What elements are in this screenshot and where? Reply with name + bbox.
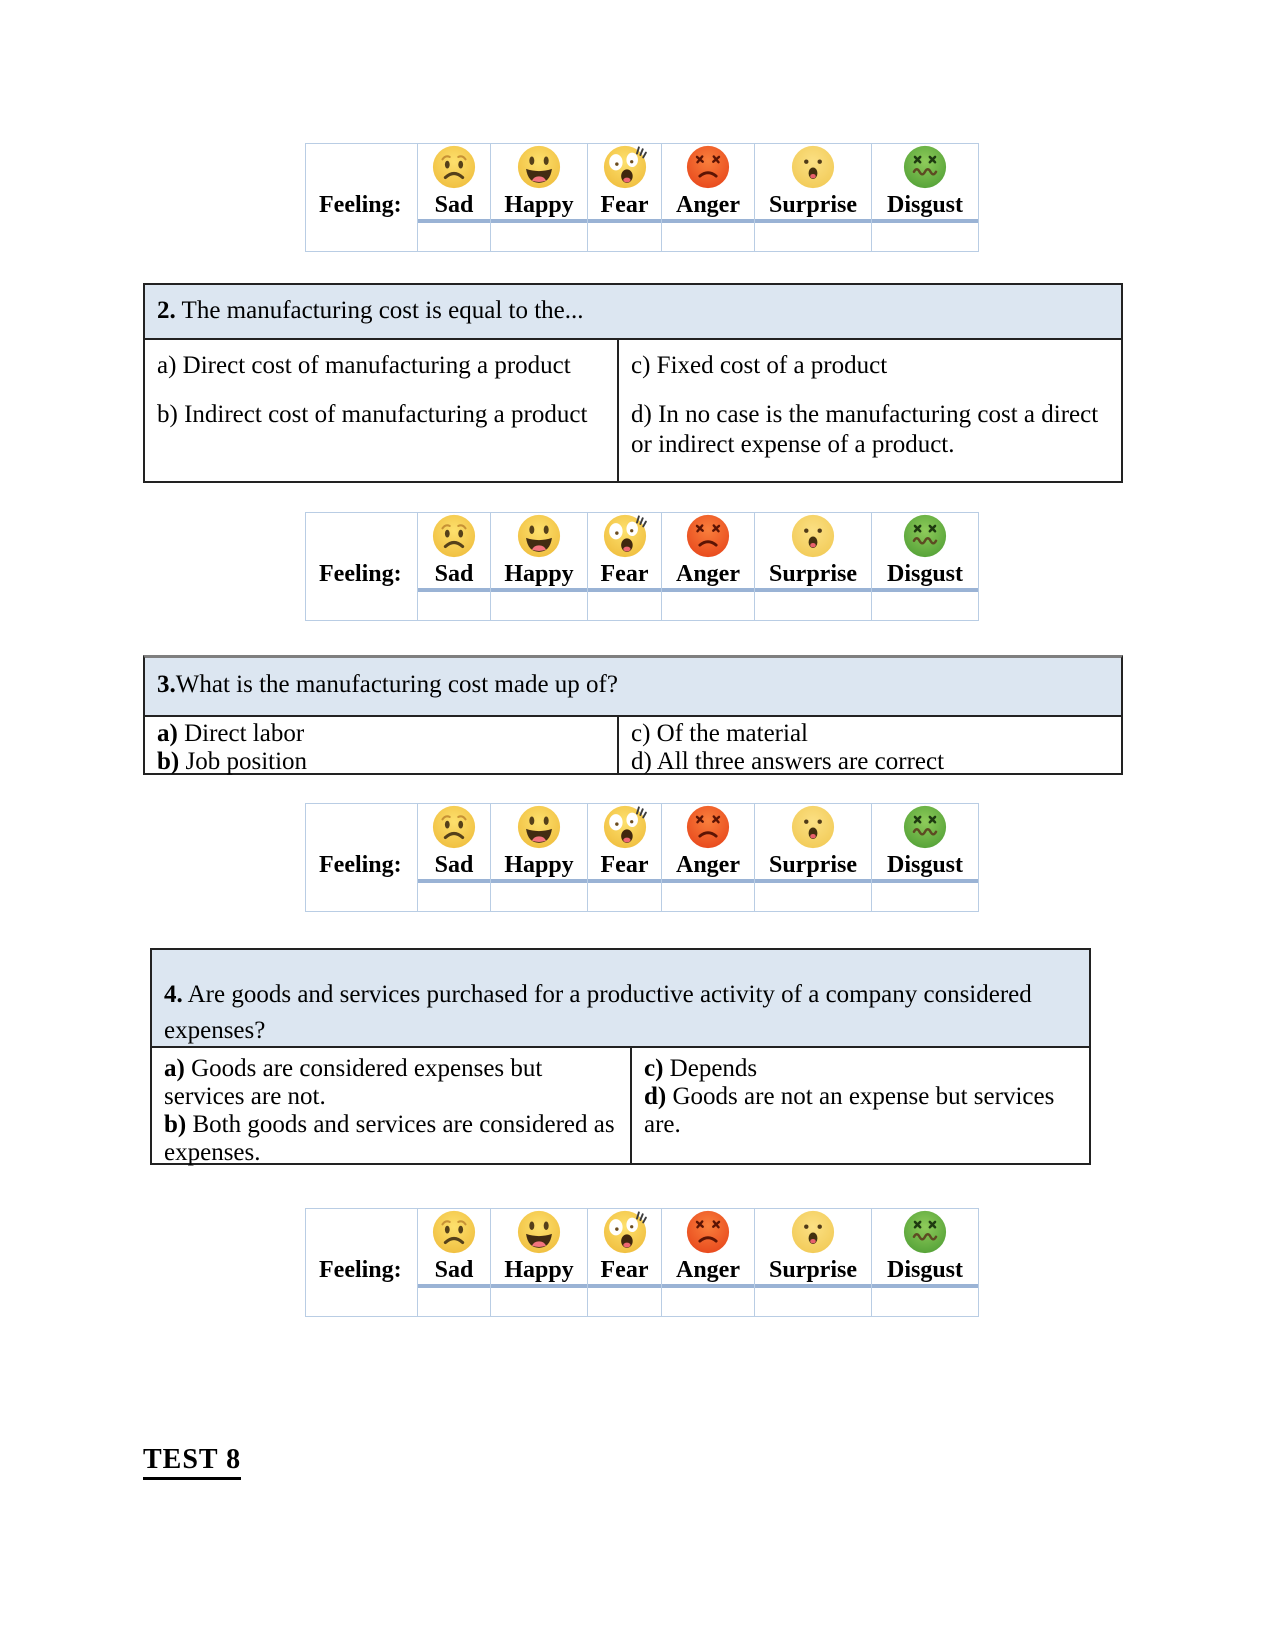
- question-2-header: [143, 283, 1123, 340]
- feeling-answer-cell-fear[interactable]: [588, 883, 661, 911]
- disgust-emoji-icon: [902, 513, 948, 559]
- emotion-label: Anger: [676, 192, 740, 218]
- feeling-option-surprise: [755, 144, 871, 223]
- disgust-emoji-icon: [902, 804, 948, 850]
- feeling-option-happy: [491, 513, 587, 592]
- feeling-answer-cell-surprise[interactable]: [755, 223, 871, 251]
- option-c: c) Depends: [644, 1055, 758, 1082]
- feeling-answer-cell-disgust[interactable]: [872, 223, 978, 251]
- question-4-options-right: [632, 1048, 1089, 1163]
- question-3-options-left: [145, 717, 619, 773]
- feeling-option-anger: [662, 144, 754, 223]
- feeling-option-anger: [662, 804, 754, 883]
- happy-emoji-icon: [516, 513, 562, 559]
- emotion-label: Disgust: [886, 1257, 964, 1283]
- emotion-label: Anger: [676, 1257, 740, 1283]
- feeling-option-sad: [418, 1209, 490, 1288]
- feeling-answer-cell-sad[interactable]: [418, 883, 490, 911]
- happy-emoji-icon: [516, 144, 562, 190]
- feeling-label: Feeling:: [306, 513, 418, 620]
- question-3-options-right: [619, 717, 1121, 773]
- question-2-options-left: [145, 340, 619, 481]
- question-4-header: [150, 948, 1091, 1048]
- feeling-answer-cell-sad[interactable]: [418, 223, 490, 251]
- question-number: 4.: [164, 981, 183, 1008]
- feeling-answer-cell-disgust[interactable]: [872, 592, 978, 620]
- emotion-label: Disgust: [886, 561, 964, 587]
- feeling-label: Feeling:: [306, 144, 418, 251]
- option-a: a) Direct labor: [157, 720, 305, 747]
- surprise-emoji-icon: [790, 144, 836, 190]
- feeling-option-sad: [418, 513, 490, 592]
- emotion-label: Surprise: [768, 561, 857, 587]
- surprise-emoji-icon: [790, 1209, 836, 1255]
- option-b: b) Indirect cost of manufacturing a product: [157, 401, 588, 428]
- feeling-option-sad: [418, 144, 490, 223]
- option-d: d) All three answers are correct: [631, 748, 945, 775]
- happy-emoji-icon: [516, 1209, 562, 1255]
- feeling-option-anger: [662, 513, 754, 592]
- feeling-label: Feeling:: [306, 804, 418, 911]
- feeling-answer-cell-fear[interactable]: [588, 592, 661, 620]
- feeling-table-2: [305, 512, 979, 621]
- emotion-label: Happy: [504, 852, 574, 878]
- anger-emoji-icon: [685, 804, 731, 850]
- emotion-label: Sad: [434, 1257, 474, 1283]
- fear-emoji-icon: [602, 804, 648, 850]
- option-d: d) Goods are not an expense but services are.: [644, 1083, 1055, 1138]
- feeling-label: Feeling:: [306, 1209, 418, 1316]
- question-number: 2.: [157, 297, 176, 324]
- surprise-emoji-icon: [790, 804, 836, 850]
- feeling-option-disgust: [872, 804, 978, 883]
- feeling-answer-cell-anger[interactable]: [662, 1288, 754, 1316]
- feeling-answer-cell-anger[interactable]: [662, 883, 754, 911]
- feeling-answer-cell-sad[interactable]: [418, 592, 490, 620]
- question-2-options-right: [619, 340, 1121, 481]
- emotion-label: Surprise: [768, 852, 857, 878]
- emotion-label: Anger: [676, 852, 740, 878]
- emotion-label: Happy: [504, 1257, 574, 1283]
- feeling-option-surprise: [755, 513, 871, 592]
- option-c: c) Fixed cost of a product: [631, 352, 888, 379]
- emotion-label: Happy: [504, 192, 574, 218]
- feeling-option-disgust: [872, 1209, 978, 1288]
- emotion-label: Sad: [434, 852, 474, 878]
- option-d: d) In no case is the manufacturing cost a direct or indirect expense of a product.: [631, 401, 1099, 458]
- sad-emoji-icon: [431, 144, 477, 190]
- option-a: a) Direct cost of manufacturing a product: [157, 352, 571, 379]
- disgust-emoji-icon: [902, 1209, 948, 1255]
- question-number: 3.: [157, 671, 176, 698]
- feeling-option-fear: [588, 1209, 661, 1288]
- emotion-label: Disgust: [886, 852, 964, 878]
- emotion-label: Fear: [600, 852, 649, 878]
- fear-emoji-icon: [602, 144, 648, 190]
- feeling-answer-cell-fear[interactable]: [588, 223, 661, 251]
- feeling-answer-cell-fear[interactable]: [588, 1288, 661, 1316]
- option-c: c) Of the material: [631, 720, 808, 747]
- question-2-table: [143, 283, 1123, 483]
- emotion-label: Disgust: [886, 192, 964, 218]
- feeling-option-happy: [491, 144, 587, 223]
- feeling-option-anger: [662, 1209, 754, 1288]
- surprise-emoji-icon: [790, 513, 836, 559]
- option-b: b) Job position: [157, 748, 308, 775]
- feeling-option-sad: [418, 804, 490, 883]
- feeling-answer-cell-happy[interactable]: [491, 223, 587, 251]
- sad-emoji-icon: [431, 513, 477, 559]
- emotion-label: Fear: [600, 561, 649, 587]
- emotion-label: Happy: [504, 561, 574, 587]
- feeling-option-disgust: [872, 144, 978, 223]
- feeling-option-surprise: [755, 804, 871, 883]
- question-text: Are goods and services purchased for a productive activity of a company considered expenses?: [164, 981, 1032, 1044]
- sad-emoji-icon: [431, 804, 477, 850]
- fear-emoji-icon: [602, 1209, 648, 1255]
- emotion-label: Sad: [434, 192, 474, 218]
- feeling-option-happy: [491, 804, 587, 883]
- anger-emoji-icon: [685, 144, 731, 190]
- test-8-heading: TEST 8: [143, 1444, 241, 1480]
- feeling-answer-cell-surprise[interactable]: [755, 1288, 871, 1316]
- option-b: b) Both goods and services are considered as expenses.: [164, 1111, 615, 1166]
- feeling-answer-cell-happy[interactable]: [491, 592, 587, 620]
- anger-emoji-icon: [685, 513, 731, 559]
- feeling-option-fear: [588, 144, 661, 223]
- emotion-label: Fear: [600, 192, 649, 218]
- emotion-label: Surprise: [768, 192, 857, 218]
- feeling-table-4: [305, 1208, 979, 1317]
- emotion-label: Surprise: [768, 1257, 857, 1283]
- question-4-options-left: [152, 1048, 632, 1166]
- feeling-table-3: [305, 803, 979, 912]
- fear-emoji-icon: [602, 513, 648, 559]
- happy-emoji-icon: [516, 804, 562, 850]
- feeling-answer-cell-surprise[interactable]: [755, 883, 871, 911]
- question-3-header: [143, 655, 1123, 717]
- feeling-answer-cell-disgust[interactable]: [872, 883, 978, 911]
- feeling-answer-cell-anger[interactable]: [662, 223, 754, 251]
- feeling-table-1: [305, 143, 979, 252]
- feeling-answer-cell-disgust[interactable]: [872, 1288, 978, 1316]
- feeling-option-fear: [588, 513, 661, 592]
- question-text: What is the manufacturing cost made up of?: [175, 671, 618, 698]
- question-4-table: [150, 948, 1091, 1165]
- emotion-label: Anger: [676, 561, 740, 587]
- question-3-table: [143, 655, 1123, 775]
- feeling-option-disgust: [872, 513, 978, 592]
- feeling-option-happy: [491, 1209, 587, 1288]
- feeling-option-fear: [588, 804, 661, 883]
- feeling-option-surprise: [755, 1209, 871, 1288]
- question-text: The manufacturing cost is equal to the...: [175, 297, 584, 324]
- feeling-answer-cell-anger[interactable]: [662, 592, 754, 620]
- sad-emoji-icon: [431, 1209, 477, 1255]
- emotion-label: Sad: [434, 561, 474, 587]
- feeling-answer-cell-happy[interactable]: [491, 883, 587, 911]
- feeling-answer-cell-happy[interactable]: [491, 1288, 587, 1316]
- feeling-answer-cell-sad[interactable]: [418, 1288, 490, 1316]
- emotion-label: Fear: [600, 1257, 649, 1283]
- option-a: a) Goods are considered expenses but services are not.: [164, 1055, 543, 1110]
- disgust-emoji-icon: [902, 144, 948, 190]
- anger-emoji-icon: [685, 1209, 731, 1255]
- feeling-answer-cell-surprise[interactable]: [755, 592, 871, 620]
